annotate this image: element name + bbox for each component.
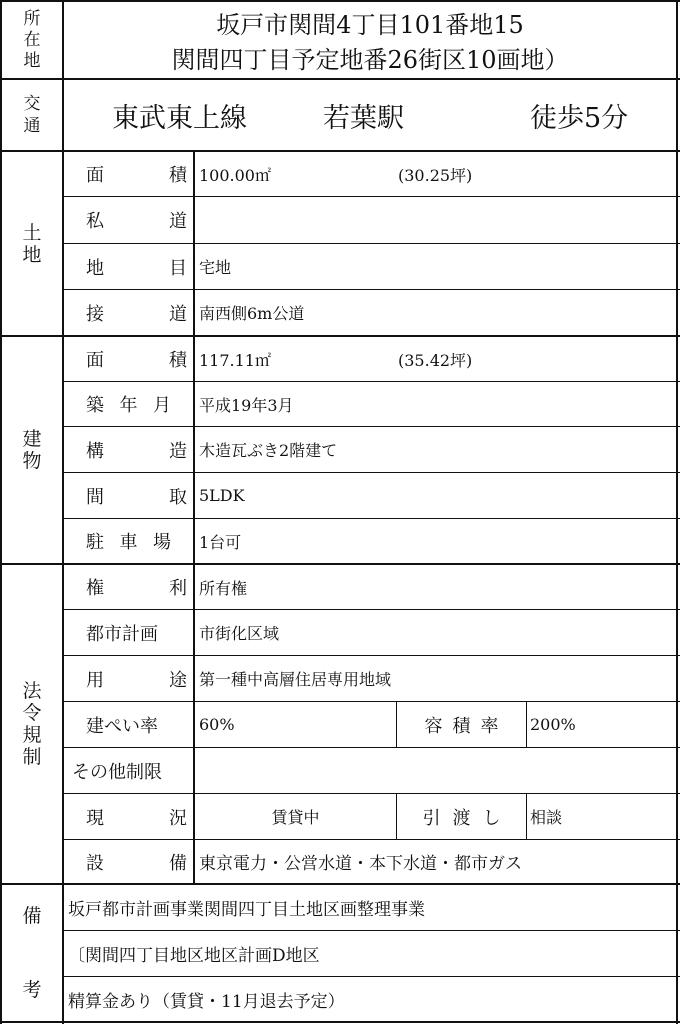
building-label: 建 物 — [22, 428, 42, 472]
land-category-value: 宅地 — [199, 258, 232, 277]
other-restrictions-label: その他制限 — [72, 761, 162, 783]
location-line-2: 関間四丁目予定地番26街区10画地） — [171, 45, 569, 74]
frontage-label: 接 道 — [86, 303, 187, 325]
land-label: 土 地 — [22, 221, 42, 266]
bcr-label: 建ぺい率 — [86, 715, 158, 737]
structure-label: 構 造 — [86, 440, 187, 462]
transport-walk: 徒歩5分 — [530, 102, 629, 134]
transport-label: 交 通 — [23, 94, 41, 136]
remarks-label-bottom: 考 — [22, 979, 42, 1001]
built-date-label: 築 年 月 — [86, 395, 171, 416]
bcr-value: 60% — [199, 715, 235, 734]
built-date-value: 平成19年3月 — [199, 395, 294, 415]
handover-value: 相談 — [530, 808, 563, 827]
parking-label: 駐 車 場 — [86, 532, 171, 553]
transport-station: 若葉駅 — [323, 102, 404, 134]
layout-value: 5LDK — [199, 486, 245, 505]
far-value: 200% — [530, 715, 576, 734]
facilities-value: 東京電力・公営水道・本下水道・都市ガス — [199, 854, 522, 874]
remarks-line-2: 〔関間四丁目地区地区計画D地区 — [68, 946, 320, 966]
layout-label: 間 取 — [86, 486, 187, 508]
land-category-label: 地 目 — [86, 257, 187, 279]
structure-value: 木造瓦ぶき2階建て — [199, 441, 338, 460]
rights-value: 所有権 — [199, 578, 248, 598]
transport-line: 東武東上線 — [112, 102, 247, 134]
handover-label: 引 渡 し — [422, 807, 501, 829]
status-label: 現 況 — [86, 807, 187, 829]
land-area-value: 100.00㎡ — [199, 165, 271, 185]
city-plan-value: 市街化区域 — [199, 624, 280, 643]
city-plan-label: 都市計画 — [86, 623, 158, 645]
location-line-1: 坂戸市関間4丁目101番地15 — [216, 10, 524, 39]
facilities-label: 設 備 — [86, 852, 187, 874]
remarks-line-3: 精算金あり（賃貸・11月退去予定） — [68, 991, 345, 1012]
private-road-label: 私 道 — [86, 211, 187, 232]
remarks-line-1: 坂戸都市計画事業関間四丁目土地区画整理事業 — [68, 900, 425, 920]
remarks-label-top: 備 — [22, 905, 42, 927]
land-area-label: 面 積 — [86, 165, 187, 186]
far-label: 容 積 率 — [424, 715, 499, 737]
zoning-label: 用 途 — [86, 669, 187, 691]
location-label: 所 在 地 — [23, 8, 41, 71]
building-area-value: 117.11㎡ — [199, 350, 271, 370]
status-value: 賃貸中 — [271, 808, 320, 827]
parking-value: 1台可 — [199, 532, 242, 552]
building-area-label: 面 積 — [86, 350, 187, 371]
legal-label: 法 令 規 制 — [22, 680, 42, 768]
zoning-value: 第一種中高層住居専用地域 — [199, 670, 392, 689]
rights-label: 権 利 — [86, 578, 187, 599]
land-area-tsubo: (30.25坪) — [398, 165, 473, 185]
building-area-tsubo: (35.42坪) — [398, 350, 473, 370]
frontage-value: 南西側6m公道 — [199, 304, 305, 323]
